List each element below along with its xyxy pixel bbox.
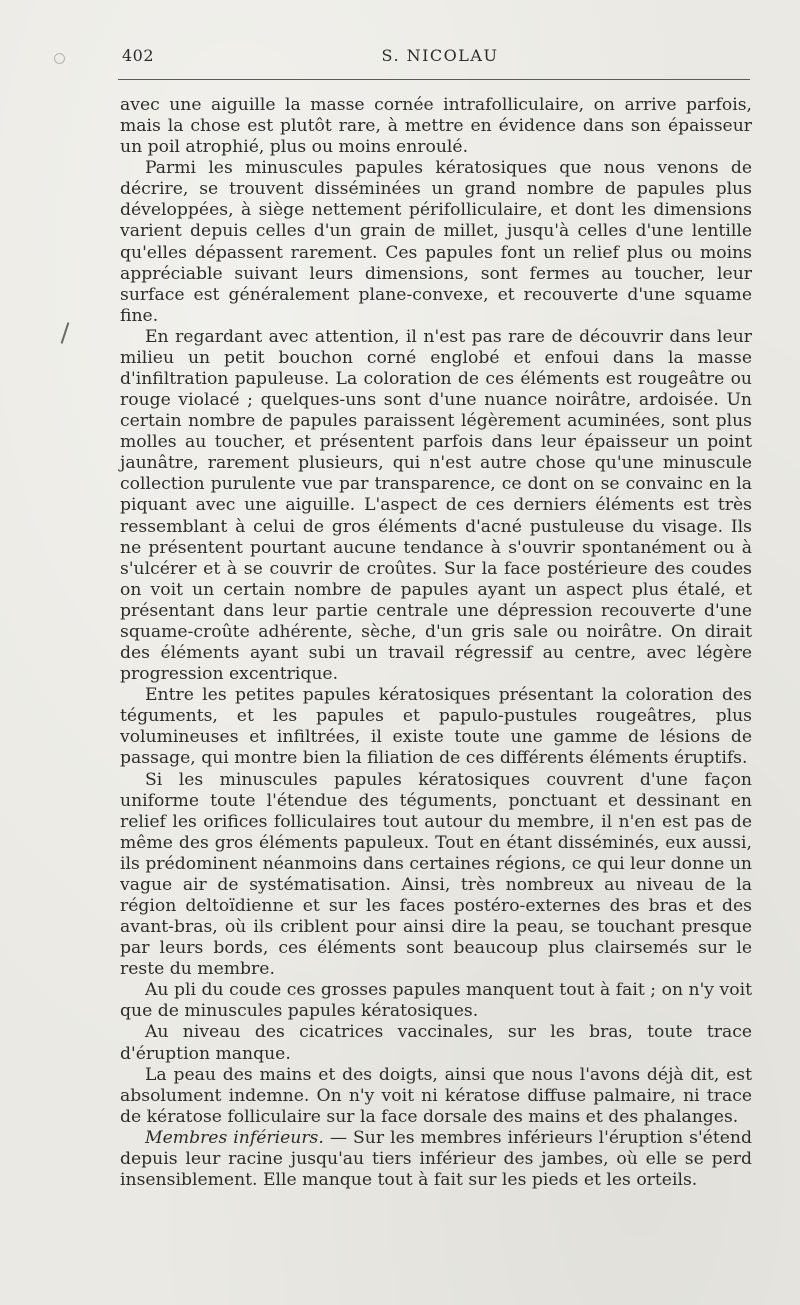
- running-head: S. NICOLAU: [381, 46, 499, 65]
- paragraph: La peau des mains et des doigts, ainsi que nous l'avons déjà dit, est absolument indemne. On n'y voit ni kératose diffuse palmaire, ni trace de kératose folliculaire sur la face dorsale des mains et des phalanges.: [120, 1064, 752, 1127]
- paragraph: Entre les petites papules kératosiques présentant la coloration des téguments, et les papules et papulo-pustules rougeâtres, plus volumineuses et infiltrées, il existe toute une gamme de lésions de passage, qui montre bien la filiation de ces différents éléments éruptifs.: [120, 685, 752, 769]
- paragraph-membres-inferieurs: [120, 1128, 752, 1191]
- paragraph: Au niveau des cicatrices vaccinales, sur les bras, toute trace d'éruption manque.: [120, 1022, 752, 1064]
- header-rule: [118, 79, 750, 80]
- paragraph: Parmi les minuscules papules kératosiques que nous venons de décrire, se trouvent disséminées un grand nombre de papules plus développées, à siège nettement périfolliculaire, et dont les dimensions varient depuis celles d'un grain de millet, jusqu'à celles d'une lentille qu'elles dépassent rarement. Ces papules font un relief plus ou moins appréciable suivant leurs dimensions, sont fermes au toucher, leur surface est généralement plane-convexe, et recouverte d'une squame fine.: [120, 158, 752, 326]
- paragraph: Au pli du coude ces grosses papules manquent tout à fait ; on n'y voit que de minuscules papules kératosiques.: [120, 980, 752, 1022]
- section-heading-inline: Membres inférieurs.: [145, 1127, 324, 1148]
- binding-hole: [54, 53, 65, 64]
- margin-pencil-mark: [61, 322, 70, 344]
- paragraph-text: — Sur les membres inférieurs l'éruption s'étend depuis leur racine jusqu'au tiers inférieur des jambes, où elle se perd insensiblement. Elle manque tout à fait sur les pieds et les orteils.: [120, 1127, 753, 1190]
- paragraph: En regardant avec attention, il n'est pas rare de découvrir dans leur milieu un petit bouchon corné englobé et enfoui dans la masse d'infiltration papuleuse. La coloration de ces éléments est rougeâtre ou rouge violacé ; quelques-uns sont d'une nuance noirâtre, ardoisée. Un certain nombre de papules paraissent légèrement acuminées, sont plus molles au toucher, et présentent parfois dans leur épaisseur un point jaunâtre, rarement plusieurs, qui n'est autre chose qu'une minuscule collection purulente vue par transparence, ce dont on se convainc en la piquant avec une aiguille. L'aspect de ces derniers éléments est très ressemblant à celui de gros éléments d'acné pustuleuse du visage. Ils ne présentent pourtant aucune tendance à s'ouvrir spontanément ou à s'ulcérer et à se couvrir de croûtes. Sur la face postérieure des coudes on voit un certain nombre de papules ayant un aspect plus étalé, et présentant dans leur partie centrale une dépression recouverte d'une squame-croûte adhérente, sèche, d'un gris sale ou noirâtre. On dirait des éléments ayant subi un travail régressif au centre, avec légère progression excentrique.: [120, 326, 752, 685]
- paragraph-continued: avec une aiguille la masse cornée intrafolliculaire, on arrive parfois, mais la chose est plutôt rare, à mettre en évidence dans son épaisseur un poil atrophié, plus ou moins enroulé.: [120, 95, 752, 158]
- page-number: 402: [122, 46, 155, 65]
- page-header: [120, 46, 750, 70]
- paragraph: Si les minuscules papules kératosiques couvrent d'une façon uniforme toute l'étendue des téguments, ponctuant et dessinant en relief les orifices folliculaires tout autour du membre, il n'en est pas de même des gros éléments papuleux. Tout en étant disséminés, eux aussi, ils prédominent néanmoins dans certaines régions, ce qui leur donne un vague air de systématisation. Ainsi, très nombreux au niveau de la région deltoïdienne et sur les faces postéro-externes des bras et des avant-bras, où ils criblent pour ainsi dire la peau, se touchant presque par leurs bords, ces éléments sont beaucoup plus clairsemés sur le reste du membre.: [120, 769, 752, 980]
- body-text: [120, 95, 752, 1191]
